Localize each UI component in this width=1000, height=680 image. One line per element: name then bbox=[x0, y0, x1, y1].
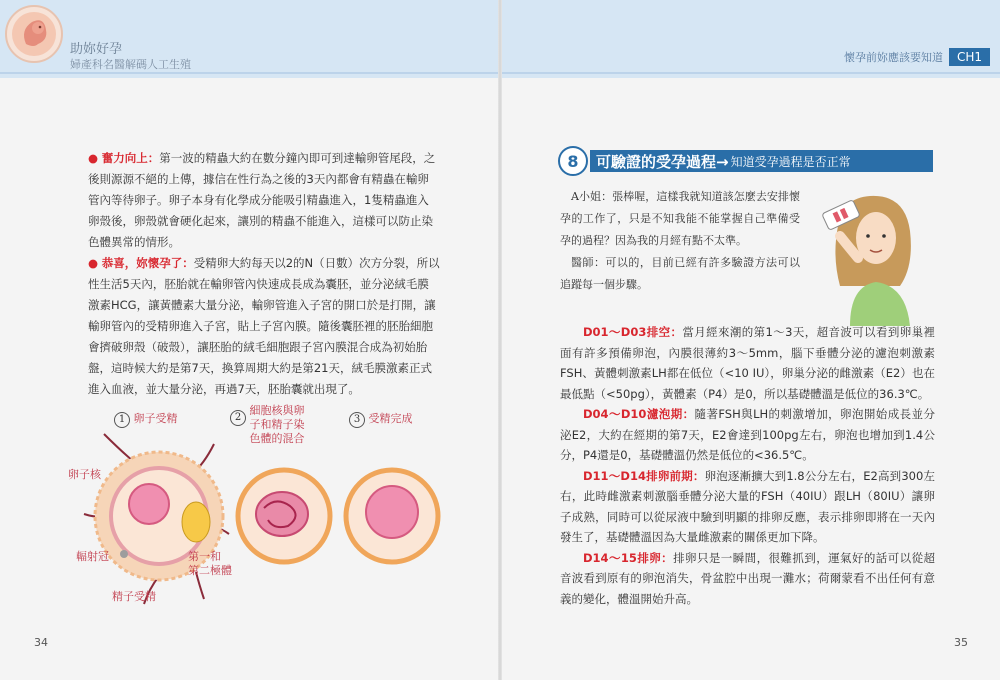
paragraph-upward bbox=[88, 148, 440, 253]
step-3-text: 受精完成 bbox=[368, 412, 413, 425]
paragraph-heading: 奮力向上： bbox=[101, 151, 160, 165]
left-page-body bbox=[88, 148, 440, 400]
paragraph-heading: D11～D14排卵前期： bbox=[583, 468, 705, 483]
bullet-icon: ● bbox=[88, 151, 99, 165]
paragraph-text: 卵泡逐漸擴大到1.8公分左右，E2高到300左右，此時雌激素刺激腦垂體分泌大量的FSH（40IU）跟LH（80IU）讓卵子成熟，同時可以從尿液中驗到明顯的排卵反應，表示排卵即將在一天內發生了，基礎體溫因為大量雌激素的關係更加下降。 bbox=[560, 468, 935, 544]
step-3-number-icon: 3 bbox=[349, 412, 365, 428]
paragraph-text: 受精卵大約每天以2的N（日數）次方分裂，所以性生活5天內，胚胎就在輸卵管內快速成長成為囊胚，並分泌絨毛膜激素HCG，讓黃體素大量分泌，輸卵管進入子宮的開口於是打開，讓輸卵管內的受精卵進入子宮，貼上子宮內膜。隨後囊胚裡的胚胎細胞會擠破卵殼（破殼），讓胚胎的絨毛細胞跟子宮內膜混合成為初始胎盤，這時候大約是第7天，換算周期大約是第21天，絨毛膜激素正式進入血液，並大量分泌，再過7天，胚胎囊就出現了。 bbox=[88, 256, 440, 396]
corona-label: 輻射冠 bbox=[76, 550, 109, 563]
paragraph-heading: D14～15排卵： bbox=[583, 550, 674, 565]
fetus-logo-icon bbox=[4, 4, 64, 64]
chapter-name: 懷孕前妳應該要知道 bbox=[843, 51, 943, 64]
section-title-bar bbox=[590, 150, 933, 172]
step-2-line: 子和精子染 bbox=[249, 418, 305, 431]
step-2-label bbox=[230, 404, 305, 446]
step-2-line: 色體的混合 bbox=[249, 432, 305, 445]
section-title: 可驗證的受孕過程→ bbox=[596, 152, 729, 171]
paragraph-heading: D04～D10濾泡期： bbox=[583, 407, 695, 421]
chapter-number: CH1 bbox=[949, 48, 990, 66]
fertilization-illustration bbox=[64, 404, 444, 614]
paragraph-text: 當月經來潮的第1～3天，超音波可以看到卵巢裡面有許多預備卵泡，內膜很薄約3～5mm，腦下垂體分泌的濾泡刺激素FSH、黃體刺激素LH都在低位（<10 IU），卵巢分泌的雌激素（E2）也在最低點（<50pg），黃體素（P4）是0，所以基礎體溫是低位的36.3℃。 bbox=[560, 325, 935, 401]
paragraph-heading: 恭喜，妳懷孕了： bbox=[101, 256, 194, 270]
paragraph-text: 第一波的精蟲大約在數分鐘內即可到達輸卵管尾段，之後則源源不絕的上傳，據信在性行為之後的3天內都會有精蟲在輸卵管內等待卵子。卵子本身有化學成分能吸引精蟲進入，1隻精蟲進入卵殼後，卵殼就會硬化起來，讓別的精蟲不能進入，這樣可以防止染色體異常的情形。 bbox=[88, 151, 436, 249]
paragraph-text: 排卵只是一瞬間，很難抓到，運氣好的話可以從超音波看到原有的卵泡消失，骨盆腔中出現一灘水；荷爾蒙看不出任何有意義的變化，體溫開始升高。 bbox=[560, 550, 936, 606]
section-heading bbox=[558, 147, 933, 175]
egg-nucleus-label: 卵子核 bbox=[68, 468, 101, 481]
polar-body-line: 第二極體 bbox=[188, 564, 232, 577]
sperm-label: 精子受精 bbox=[112, 590, 156, 603]
page-number-right: 35 bbox=[954, 636, 968, 649]
paragraph-pregnant bbox=[88, 253, 440, 400]
section-number: 8 bbox=[558, 146, 588, 176]
step-2-line: 細胞核與卵 bbox=[249, 404, 305, 417]
paragraph-heading: D01～D03排空： bbox=[583, 325, 683, 339]
dialog-box bbox=[560, 186, 800, 296]
polar-body-label bbox=[188, 550, 232, 578]
right-page-body bbox=[560, 322, 935, 609]
woman-pregnancy-test-icon bbox=[810, 186, 930, 326]
book-subtitle: 婦產科名醫解碼人工生殖 bbox=[70, 58, 191, 71]
polar-body-line: 第一和 bbox=[188, 550, 221, 563]
dialog-line: A小姐：張棒喔，這樣我就知道該怎麼去安排懷孕的工作了，只是不知我能不能掌握自己準備受孕的過程？因為我的月經有點不太準。 bbox=[560, 190, 800, 247]
step-3-label bbox=[349, 410, 413, 428]
bullet-icon: ● bbox=[88, 256, 99, 270]
paragraph-d01 bbox=[560, 322, 935, 404]
paragraph-d14 bbox=[560, 548, 935, 610]
step-1-text: 卵子受精 bbox=[133, 412, 178, 425]
step-2-text bbox=[250, 404, 305, 446]
step-2-number-icon: 2 bbox=[230, 410, 246, 426]
dialog-line: 醫師：可以的，目前已經有許多驗證方法可以追蹤每一個步驟。 bbox=[560, 256, 800, 291]
page-gutter bbox=[498, 0, 502, 680]
step-1-number-icon: 1 bbox=[114, 412, 130, 428]
paragraph-text: 隨著FSH與LH的刺激增加，卵泡開始成長並分泌E2，大約在經期的第7天，E2會達到100pg左右，卵泡也增加到1.4公分，P4還是0，基礎體溫仍然是低位的<36.5℃。 bbox=[560, 407, 935, 462]
page-number-left: 34 bbox=[34, 636, 48, 649]
paragraph-d04 bbox=[560, 404, 935, 466]
step-1-label bbox=[114, 410, 178, 428]
book-title: 助妳好孕 bbox=[70, 42, 123, 57]
section-subtitle: 知道受孕過程是否正常 bbox=[730, 154, 851, 169]
paragraph-d11 bbox=[560, 466, 935, 548]
chapter-tag bbox=[838, 48, 990, 66]
